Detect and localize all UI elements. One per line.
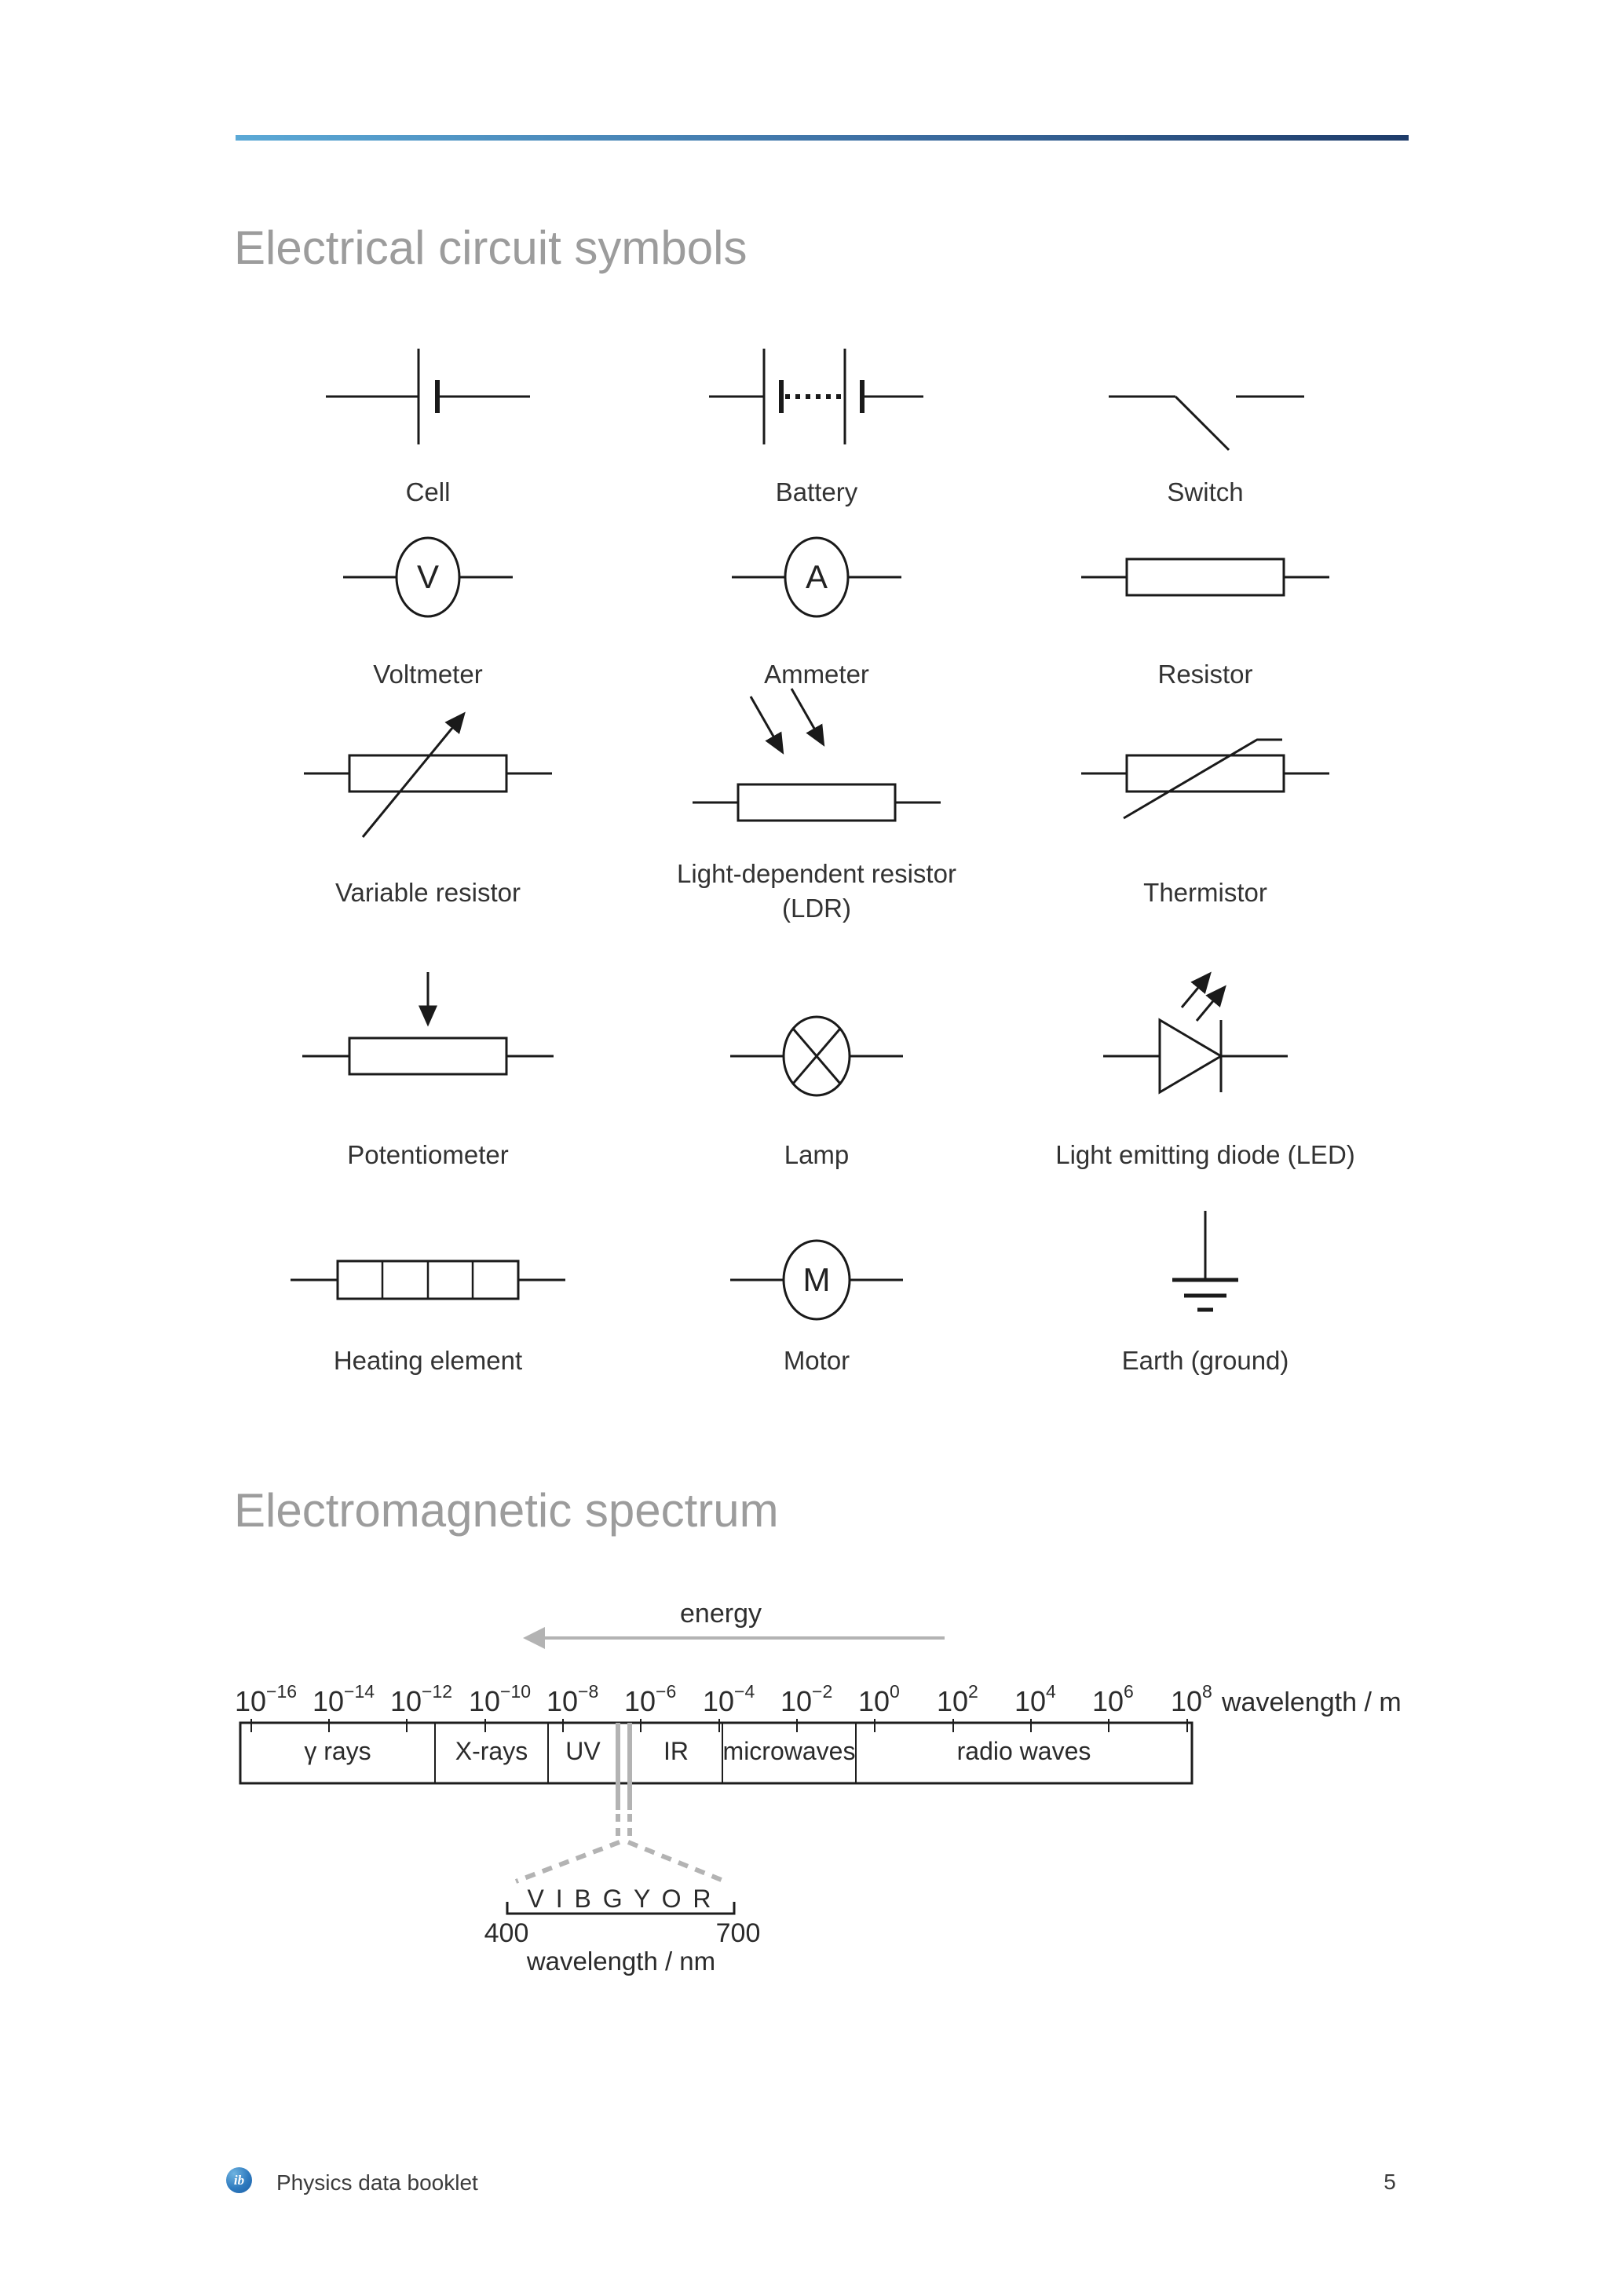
energy-label: energy: [680, 1599, 762, 1629]
motor-label: Motor: [783, 1346, 850, 1375]
region-uv: UV: [565, 1737, 601, 1765]
page-number: 5: [1384, 2170, 1396, 2194]
thermistor-label: Thermistor: [1143, 878, 1267, 907]
switch-label: Switch: [1167, 477, 1244, 506]
tick-label-1e-14: $10^{-14}$: [313, 1681, 375, 1717]
wavelength-m-label: wavelength / m: [1222, 1687, 1402, 1717]
visible-max-label: 700: [715, 1918, 761, 1948]
battery-label: Battery: [775, 477, 858, 506]
region-gamma-rays: γ rays: [304, 1737, 371, 1765]
footer-title: Physics data booklet: [276, 2170, 478, 2195]
potentiometer-symbol: [302, 972, 554, 1074]
earth-label: Earth (ground): [1121, 1346, 1289, 1375]
lamp-label: Lamp: [784, 1140, 850, 1169]
tick-label-1e-10: $10^{-10}$: [469, 1681, 532, 1717]
tick-label-1e8: $10^8$: [1171, 1681, 1212, 1717]
electromagnetic-spectrum-title: Electromagnetic spectrum: [234, 1484, 779, 1537]
thermistor-symbol: [1081, 740, 1329, 818]
tick-label-1e4: $10^4$: [1014, 1681, 1056, 1717]
heating-element-symbol: [291, 1261, 565, 1299]
tick-label-1e-8: $10^{-8}$: [546, 1681, 599, 1717]
voltmeter-label: Voltmeter: [373, 660, 483, 689]
region-ir: IR: [663, 1737, 689, 1765]
tick-label-1e-4: $10^{-4}$: [703, 1681, 755, 1717]
cell-symbol: [326, 349, 530, 444]
region-microwaves: microwaves: [722, 1737, 856, 1765]
circuit-symbols-title: Electrical circuit symbols: [234, 221, 748, 274]
wavelength-nm-label: wavelength / nm: [526, 1947, 716, 1976]
ammeter-label: Ammeter: [764, 660, 869, 689]
ib-logo: [226, 2167, 252, 2193]
cell-label: Cell: [405, 477, 451, 506]
motor-letter: M: [802, 1261, 831, 1298]
resistor-label: Resistor: [1157, 660, 1253, 689]
ldr-label-line1: Light-dependent resistor: [677, 859, 956, 888]
tick-label-1e-6: $10^{-6}$: [624, 1681, 677, 1717]
ammeter-letter: A: [805, 558, 828, 595]
tick-label-1e-16: $10^{-16}$: [235, 1681, 298, 1717]
tick-label-1e6: $10^6$: [1092, 1681, 1134, 1717]
ldr-label-line2: (LDR): [782, 894, 851, 923]
ib-logo-text: ib: [233, 2172, 245, 2188]
visible-min-label: 400: [484, 1918, 529, 1948]
variable-resistor-label: Variable resistor: [335, 878, 521, 907]
potentiometer-label: Potentiometer: [347, 1140, 509, 1169]
resistor-symbol: [1081, 559, 1329, 595]
switch-symbol: [1109, 397, 1304, 450]
tick-label-1e0: $10^0$: [858, 1681, 900, 1717]
heating-element-label: Heating element: [333, 1346, 523, 1375]
region-x-rays: X-rays: [455, 1737, 528, 1765]
voltmeter-letter: V: [416, 558, 439, 595]
led-symbol: [1103, 974, 1288, 1092]
region-radio-waves: radio waves: [956, 1737, 1091, 1765]
earth-symbol: [1172, 1211, 1238, 1310]
tick-label-1e2: $10^2$: [937, 1681, 978, 1717]
axis-ticks: [251, 1719, 1187, 1732]
ldr-symbol: [693, 689, 941, 821]
tick-label-1e-12: $10^{-12}$: [390, 1681, 453, 1717]
tick-label-1e-2: $10^{-2}$: [780, 1681, 833, 1717]
variable-resistor-symbol: [304, 715, 552, 837]
led-label: Light emitting diode (LED): [1055, 1140, 1355, 1169]
vibgyor-letters: V I B G Y O R: [527, 1885, 714, 1913]
lamp-symbol: [730, 1017, 903, 1095]
battery-symbol: [709, 349, 923, 444]
